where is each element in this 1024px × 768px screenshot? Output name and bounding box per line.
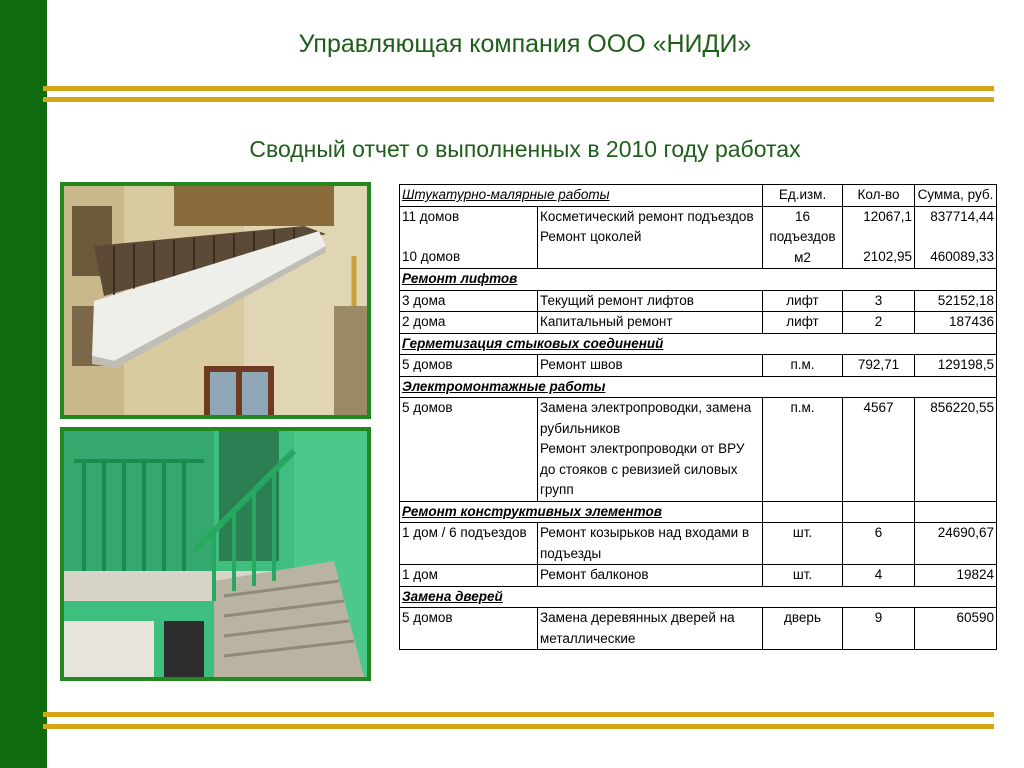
qty-cell: 6 <box>843 523 915 565</box>
bottom-divider-line <box>43 724 994 729</box>
unit-text: 16 подъездов <box>769 208 836 244</box>
object-cell: 2 дома <box>400 312 538 334</box>
spacer <box>402 227 535 247</box>
empty-cell <box>915 501 997 523</box>
object-cell: 1 дом / 6 подъездов <box>400 523 538 565</box>
object-cell: 1 дом <box>400 565 538 587</box>
work-cell: Текущий ремонт лифтов <box>538 290 763 312</box>
object-cell: 5 домов <box>400 355 538 377</box>
stairwell-photo <box>60 427 371 681</box>
work-cell: Замена деревянных дверей на металлические <box>538 608 763 650</box>
work-text: Косметический ремонт подъездов <box>540 208 754 224</box>
unit-cell: лифт <box>763 312 843 334</box>
sum-text: 837714,44 <box>930 208 995 224</box>
balcony-illustration <box>64 186 367 415</box>
col-header-unit: Ед.изм. <box>763 185 843 207</box>
balcony-photo <box>60 182 371 419</box>
unit-cell <box>763 206 843 269</box>
section-title: Ремонт лифтов <box>400 269 997 291</box>
sum-cell: 52152,18 <box>915 290 997 312</box>
object-cell: 5 домов <box>400 608 538 650</box>
table-header-row <box>400 185 997 207</box>
qty-cell <box>843 206 915 269</box>
qty-text: 12067,1 <box>863 208 913 224</box>
table-row <box>400 355 997 377</box>
spacer <box>917 227 994 247</box>
work-cell: Капитальный ремонт <box>538 312 763 334</box>
report-subtitle: Сводный отчет о выполненных в 2010 году работах <box>249 136 801 162</box>
section-row <box>400 333 997 355</box>
empty-cell <box>763 501 843 523</box>
col-header-qty: Кол-во <box>843 185 915 207</box>
unit-text: м2 <box>794 249 811 265</box>
work-text: Ремонт цоколей <box>540 229 642 244</box>
table-row <box>400 523 997 565</box>
object-cell <box>400 206 538 269</box>
work-text: Ремонт электропроводки от ВРУ до стояков с ревизией силовых групп <box>540 441 745 497</box>
stairwell-illustration <box>64 431 367 677</box>
qty-cell: 792,71 <box>843 355 915 377</box>
sum-cell: 60590 <box>915 608 997 650</box>
top-divider-line <box>43 97 994 102</box>
spacer <box>845 227 912 247</box>
qty-cell: 3 <box>843 290 915 312</box>
sum-text: 460089,33 <box>930 249 995 264</box>
work-report-table <box>399 184 997 650</box>
work-text: Замена электропроводки, замена рубильников <box>540 400 752 436</box>
table-row <box>400 565 997 587</box>
section-row <box>400 501 997 523</box>
section-row <box>400 586 997 608</box>
object-text: 11 домов <box>402 208 460 224</box>
section-row <box>400 269 997 291</box>
table-row <box>400 312 997 334</box>
work-cell: Ремонт швов <box>538 355 763 377</box>
unit-cell: шт. <box>763 523 843 565</box>
object-text: 10 домов <box>402 249 461 264</box>
top-divider-line <box>43 86 994 91</box>
col-header-sum: Сумма, руб. <box>915 185 997 207</box>
unit-cell: шт. <box>763 565 843 587</box>
table-row <box>400 206 997 269</box>
page-title: Управляющая компания ООО «НИДИ» <box>298 30 752 58</box>
section-title: Герметизация стыковых соединений <box>400 333 997 355</box>
unit-cell: дверь <box>763 608 843 650</box>
sum-cell: 19824 <box>915 565 997 587</box>
table-row <box>400 290 997 312</box>
work-cell: Ремонт балконов <box>538 565 763 587</box>
qty-cell: 2 <box>843 312 915 334</box>
work-cell <box>538 398 763 502</box>
empty-cell <box>843 501 915 523</box>
section-title: Электромонтажные работы <box>400 376 997 398</box>
qty-cell: 9 <box>843 608 915 650</box>
sum-cell: 856220,55 <box>915 398 997 502</box>
unit-cell: лифт <box>763 290 843 312</box>
unit-cell: п.м. <box>763 355 843 377</box>
section-title: Ремонт конструктивных элементов <box>400 501 763 523</box>
sum-cell <box>915 206 997 269</box>
sum-cell: 24690,67 <box>915 523 997 565</box>
left-accent-bar <box>0 0 47 768</box>
work-cell <box>538 206 763 269</box>
qty-cell: 4 <box>843 565 915 587</box>
qty-text: 2102,95 <box>863 249 913 264</box>
section-row <box>400 376 997 398</box>
section-title: Штукатурно-малярные работы <box>400 185 763 207</box>
bottom-divider-line <box>43 712 994 717</box>
table-row <box>400 608 997 650</box>
object-cell: 5 домов <box>400 398 538 502</box>
table-row <box>400 398 997 502</box>
qty-cell: 4567 <box>843 398 915 502</box>
unit-cell: п.м. <box>763 398 843 502</box>
section-title: Замена дверей <box>400 586 997 608</box>
sum-cell: 129198,5 <box>915 355 997 377</box>
sum-cell: 187436 <box>915 312 997 334</box>
object-cell: 3 дома <box>400 290 538 312</box>
work-cell: Ремонт козырьков над входами в подъезды <box>538 523 763 565</box>
